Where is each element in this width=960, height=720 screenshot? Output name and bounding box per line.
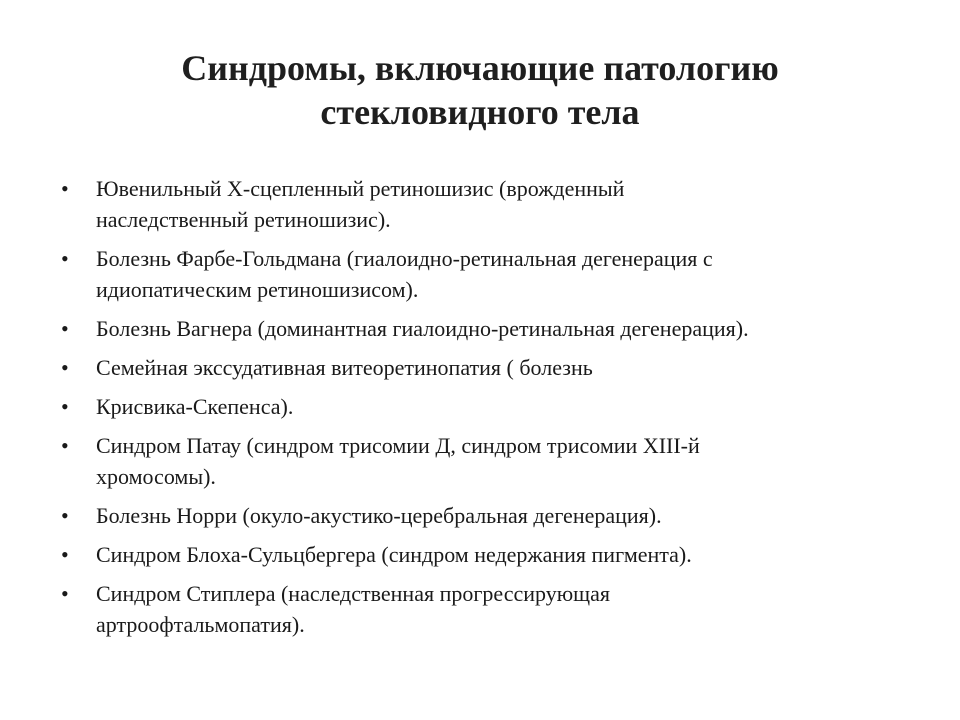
- slide-title-line: Синдромы, включающие патологию: [181, 48, 779, 88]
- bullet-icon: •: [61, 176, 69, 201]
- bullet-icon: •: [61, 433, 69, 458]
- bullet-text-line: Синдром Блоха-Сульцбергера (синдром недержания пигмента).: [96, 542, 692, 567]
- bullet-item-norrie: [61, 500, 916, 531]
- bullet-text-line: идиопатическим ретиношизисом).: [96, 277, 419, 302]
- bullet-text-line: Синдром Патау (синдром трисомии Д, синдром трисомии XIII-й: [96, 433, 700, 458]
- bullet-text-line: Синдром Стиплера (наследственная прогрессирующая: [96, 581, 610, 606]
- bullet-text-line: Болезнь Норри (окуло-акустико-церебральная дегенерация).: [96, 503, 662, 528]
- slide-title-line: стекловидного тела: [320, 92, 640, 132]
- slide-title: [120, 46, 840, 134]
- bullet-item-bloch-sulzberger: [61, 539, 916, 570]
- bullet-icon: •: [61, 394, 69, 419]
- bullet-text-line: Болезнь Вагнера (доминантная гиалоидно-ретинальная дегенерация).: [96, 316, 749, 341]
- bullet-text-line: Крисвика-Скепенса).: [96, 394, 294, 419]
- bullet-text-line: Болезнь Фарбе-Гольдмана (гиалоидно-ретинальная дегенерация с: [96, 246, 713, 271]
- bullet-icon: •: [61, 355, 69, 380]
- bullet-item-patau: [61, 430, 916, 492]
- bullet-icon: •: [61, 581, 69, 606]
- bullet-item-juvenile-retinoschisis: [61, 173, 916, 235]
- bullet-icon: •: [61, 316, 69, 341]
- bullet-icon: •: [61, 246, 69, 271]
- bullet-item-familial-exudative: [61, 352, 916, 383]
- bullet-text-line: Семейная экссудативная витеоретинопатия ( болезнь: [96, 355, 593, 380]
- bullet-text-line: наследственный ретиношизис).: [96, 207, 391, 232]
- bullet-text-line: хромосомы).: [96, 464, 216, 489]
- bullet-icon: •: [61, 542, 69, 567]
- bullet-item-wagner: [61, 313, 916, 344]
- bullet-item-stickler: [61, 578, 916, 640]
- bullet-icon: •: [61, 503, 69, 528]
- bullet-item-criswick-schepens: [61, 391, 916, 422]
- bullet-text-line: артроофтальмопатия).: [96, 612, 305, 637]
- bullet-item-favre-goldmann: [61, 243, 916, 305]
- bullet-text-line: Ювенильный Х-сцепленный ретиношизис (врожденный: [96, 176, 625, 201]
- bullet-list: [61, 173, 916, 648]
